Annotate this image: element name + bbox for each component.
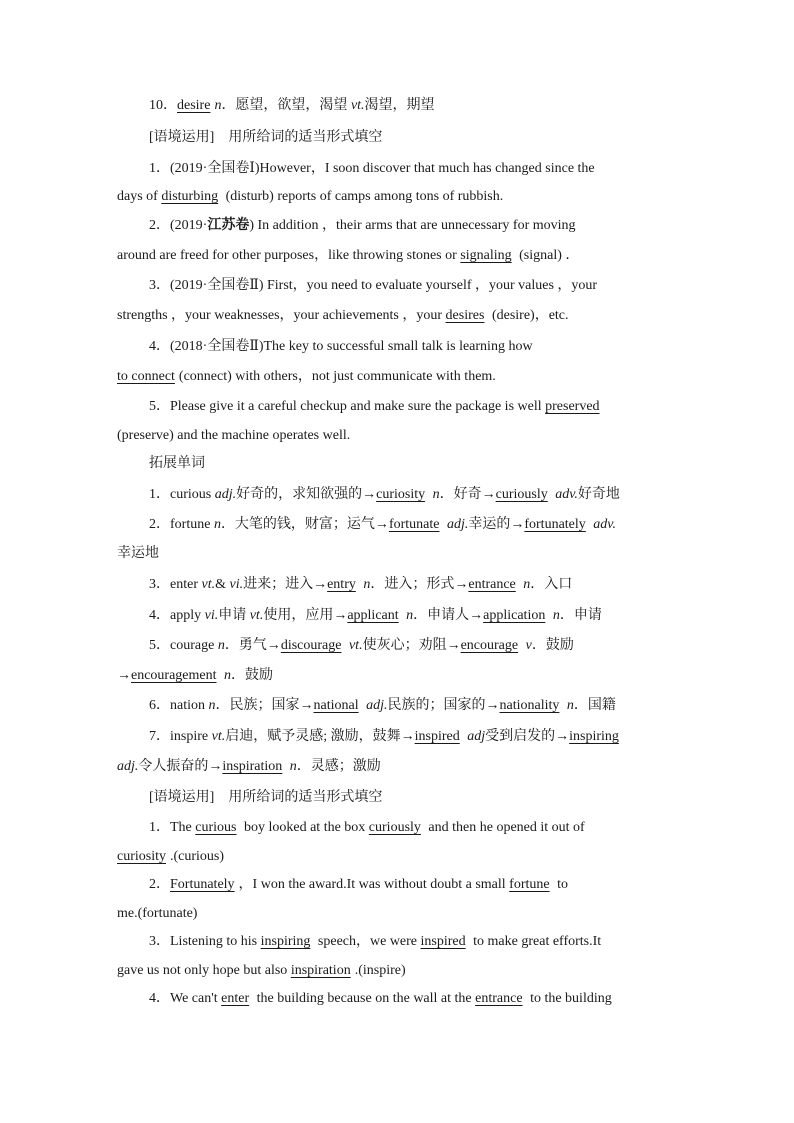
- text-run: 使用，应用→: [263, 608, 348, 623]
- part-of-speech: vi.: [204, 608, 219, 623]
- answer-blank: application: [483, 608, 546, 623]
- text-run: 令人振奋的→: [138, 759, 223, 774]
- text-run: 江苏卷: [207, 218, 250, 233]
- text-run: ．申请: [559, 608, 602, 623]
- text-run: days of: [117, 189, 162, 204]
- answer-blank: Fortunately: [170, 877, 235, 892]
- text-run: 使灰心；劝阻→: [362, 638, 461, 653]
- answer-blank: fortunately: [524, 517, 586, 532]
- text-run: 3．enter: [149, 577, 202, 592]
- text-run: speech，we were: [314, 934, 421, 949]
- text-line: [149, 575, 572, 595]
- text-run: 进来；进入→: [243, 577, 328, 592]
- text-run: 幸运地: [117, 546, 159, 561]
- text-run: boy looked at the box: [240, 820, 369, 835]
- answer-blank: preserved: [545, 399, 600, 414]
- text-run: 4．(2018·全国卷Ⅱ)The key to successful small talk is learning how: [149, 339, 533, 354]
- text-line: [149, 96, 435, 116]
- text-run: 1．The: [149, 820, 196, 835]
- text-line: [117, 544, 159, 564]
- text-line: [149, 454, 205, 474]
- text-run: ．灵感；激励: [296, 759, 381, 774]
- text-line: [149, 276, 597, 296]
- text-run: ．鼓励: [531, 638, 574, 653]
- part-of-speech: n: [213, 517, 221, 532]
- text-run: .(inspire): [354, 963, 406, 978]
- text-line: [117, 187, 503, 207]
- answer-blank: disturbing: [161, 189, 219, 204]
- part-of-speech: vt.: [211, 729, 226, 744]
- text-run: &: [215, 577, 230, 592]
- text-line: [149, 485, 620, 505]
- answer-blank: entrance: [475, 991, 523, 1006]
- part-of-speech: vi.: [229, 577, 244, 592]
- part-of-speech: n: [224, 668, 232, 683]
- text-run: gave us not only hope but also: [117, 963, 291, 978]
- text-run: and then he opened it out of: [424, 820, 585, 835]
- part-of-speech: n: [289, 759, 297, 774]
- text-line: [149, 818, 585, 838]
- answer-blank: nationality: [499, 698, 560, 713]
- answer-blank: encouragement: [131, 668, 217, 683]
- text-run: (connect) with others，not just communicate with them.: [178, 369, 496, 384]
- part-of-speech: adj.: [446, 517, 469, 532]
- text-run: 民族的；国家的→: [387, 698, 500, 713]
- text-run: ．进入；形式→: [370, 577, 469, 592]
- text-run: 1．curious: [149, 487, 215, 502]
- text-run: 幸运的→: [468, 517, 525, 532]
- text-run: me.(fortunate): [117, 906, 198, 921]
- answer-blank: inspiration: [290, 963, 351, 978]
- part-of-speech: n: [523, 577, 531, 592]
- text-line: [149, 727, 623, 747]
- text-run: to make great efforts.It: [469, 934, 602, 949]
- text-run: [语境运用] 用所给词的适当形式填空: [149, 790, 383, 805]
- answer-blank: curious: [195, 820, 237, 835]
- text-run: 5．Please give it a careful checkup and make sure the package is well: [149, 399, 546, 414]
- answer-blank: inspired: [414, 729, 460, 744]
- answer-blank: to connect: [117, 369, 175, 384]
- part-of-speech: vt.: [350, 98, 365, 113]
- text-run: 3．(2019·全国卷Ⅱ) First，you need to evaluate yourself ，your values ，your: [149, 278, 598, 293]
- text-run: (preserve) and the machine operates well.: [117, 428, 351, 443]
- part-of-speech: vt.: [249, 608, 264, 623]
- text-run: ．愿望，欲望，渴望: [221, 98, 351, 113]
- part-of-speech: adj: [467, 729, 486, 744]
- text-line: [117, 246, 579, 266]
- text-run: 好奇的，求知欲强的→: [236, 487, 377, 502]
- text-run: 受到启发的→: [485, 729, 570, 744]
- text-run: 4．We can't: [149, 991, 222, 1006]
- part-of-speech: v: [525, 638, 532, 653]
- text-run: 7．inspire: [149, 729, 212, 744]
- text-run: ．鼓励: [231, 668, 274, 683]
- answer-blank: encourage: [460, 638, 519, 653]
- answer-blank: curiosity: [117, 849, 166, 864]
- text-line: [149, 932, 601, 952]
- text-run: 2．: [149, 877, 170, 892]
- text-line: [149, 159, 595, 179]
- part-of-speech: n: [208, 698, 216, 713]
- text-run: 拓展单词: [149, 456, 205, 471]
- text-run: 渴望，期望: [364, 98, 435, 113]
- text-run: 2．fortune: [149, 517, 214, 532]
- text-run: ．大笔的钱，财富；运气→: [220, 517, 389, 532]
- text-line: [117, 666, 273, 686]
- part-of-speech: vt.: [348, 638, 363, 653]
- text-line: [117, 367, 496, 387]
- text-run: ．民族；国家→: [215, 698, 314, 713]
- text-run: (desire)，etc.: [488, 308, 569, 323]
- answer-blank: inspired: [420, 934, 466, 949]
- answer-blank: signaling: [460, 248, 512, 263]
- part-of-speech: vt.: [201, 577, 216, 592]
- answer-blank: curiously: [495, 487, 548, 502]
- part-of-speech: n: [406, 608, 414, 623]
- text-run: 好奇地: [577, 487, 620, 502]
- part-of-speech: adj.: [214, 487, 237, 502]
- text-run: 2．(2019·: [149, 218, 208, 233]
- text-run: (disturb) reports of camps among tons of rubbish.: [222, 189, 504, 204]
- text-run: ．申请人→: [413, 608, 484, 623]
- text-run: 6．nation: [149, 698, 209, 713]
- text-line: [149, 606, 602, 626]
- text-run: 4．apply: [149, 608, 205, 623]
- text-run: 启迪，赋予灵感; 激励，鼓舞→: [225, 729, 415, 744]
- answer-blank: desire: [177, 98, 211, 113]
- text-line: [149, 216, 576, 236]
- text-run: →: [117, 668, 131, 683]
- part-of-speech: adj.: [117, 759, 139, 774]
- answer-blank: national: [313, 698, 359, 713]
- text-run: ．入口: [530, 577, 573, 592]
- text-line: [117, 847, 224, 867]
- answer-blank: discourage: [280, 638, 342, 653]
- text-run: 3．Listening to his: [149, 934, 261, 949]
- part-of-speech: adv.: [555, 487, 578, 502]
- text-run: 1．(2019·全国卷Ⅰ)However，I soon discover that much has changed since the: [149, 161, 595, 176]
- part-of-speech: n: [566, 698, 574, 713]
- text-line: [117, 426, 350, 446]
- answer-blank: curiosity: [376, 487, 426, 502]
- text-run: 申请: [218, 608, 250, 623]
- part-of-speech: n: [217, 638, 225, 653]
- text-run: ，I won the award.It was without doubt a small: [238, 877, 510, 892]
- text-run: to the building: [526, 991, 612, 1006]
- text-line: [149, 337, 533, 357]
- answer-blank: fortunate: [388, 517, 440, 532]
- part-of-speech: n: [363, 577, 371, 592]
- text-line: [149, 989, 612, 1009]
- part-of-speech: adj.: [366, 698, 388, 713]
- text-run: the building because on the wall at the: [253, 991, 476, 1006]
- part-of-speech: n: [552, 608, 560, 623]
- answer-blank: curiously: [368, 820, 421, 835]
- answer-blank: inspiring: [569, 729, 619, 744]
- text-line: [149, 636, 574, 656]
- answer-blank: entrance: [468, 577, 516, 592]
- answer-blank: inspiration: [222, 759, 283, 774]
- text-line: [149, 515, 616, 535]
- text-line: [117, 757, 381, 777]
- answer-blank: fortune: [509, 877, 550, 892]
- answer-blank: desires: [445, 308, 485, 323]
- text-run: (signal) ．: [515, 248, 580, 263]
- answer-blank: applicant: [347, 608, 399, 623]
- text-run: ．国籍: [573, 698, 616, 713]
- answer-blank: entry: [327, 577, 356, 592]
- text-run: ) In addition ，their arms that are unnecessary for moving: [249, 218, 576, 233]
- text-line: [117, 904, 197, 924]
- text-line: [117, 306, 569, 326]
- text-run: .(curious): [170, 849, 225, 864]
- text-line: [117, 961, 406, 981]
- text-run: to: [553, 877, 568, 892]
- text-run: ．勇气→: [224, 638, 281, 653]
- text-line: [149, 397, 604, 417]
- text-run: around are freed for other purposes，like throwing stones or: [117, 248, 461, 263]
- text-run: ．好奇→: [439, 487, 496, 502]
- answer-blank: enter: [221, 991, 250, 1006]
- text-run: [语境运用] 用所给词的适当形式填空: [149, 130, 383, 145]
- text-run: strengths ，your weaknesses，your achievements ，your: [117, 308, 446, 323]
- part-of-speech: n: [214, 98, 222, 113]
- part-of-speech: n: [432, 487, 440, 502]
- text-line: [149, 875, 568, 895]
- text-line: [149, 128, 382, 148]
- text-line: [149, 788, 382, 808]
- answer-blank: inspiring: [260, 934, 311, 949]
- part-of-speech: adv.: [593, 517, 616, 532]
- text-run: 5．courage: [149, 638, 218, 653]
- text-line: [149, 696, 616, 716]
- text-run: 10．: [149, 98, 177, 113]
